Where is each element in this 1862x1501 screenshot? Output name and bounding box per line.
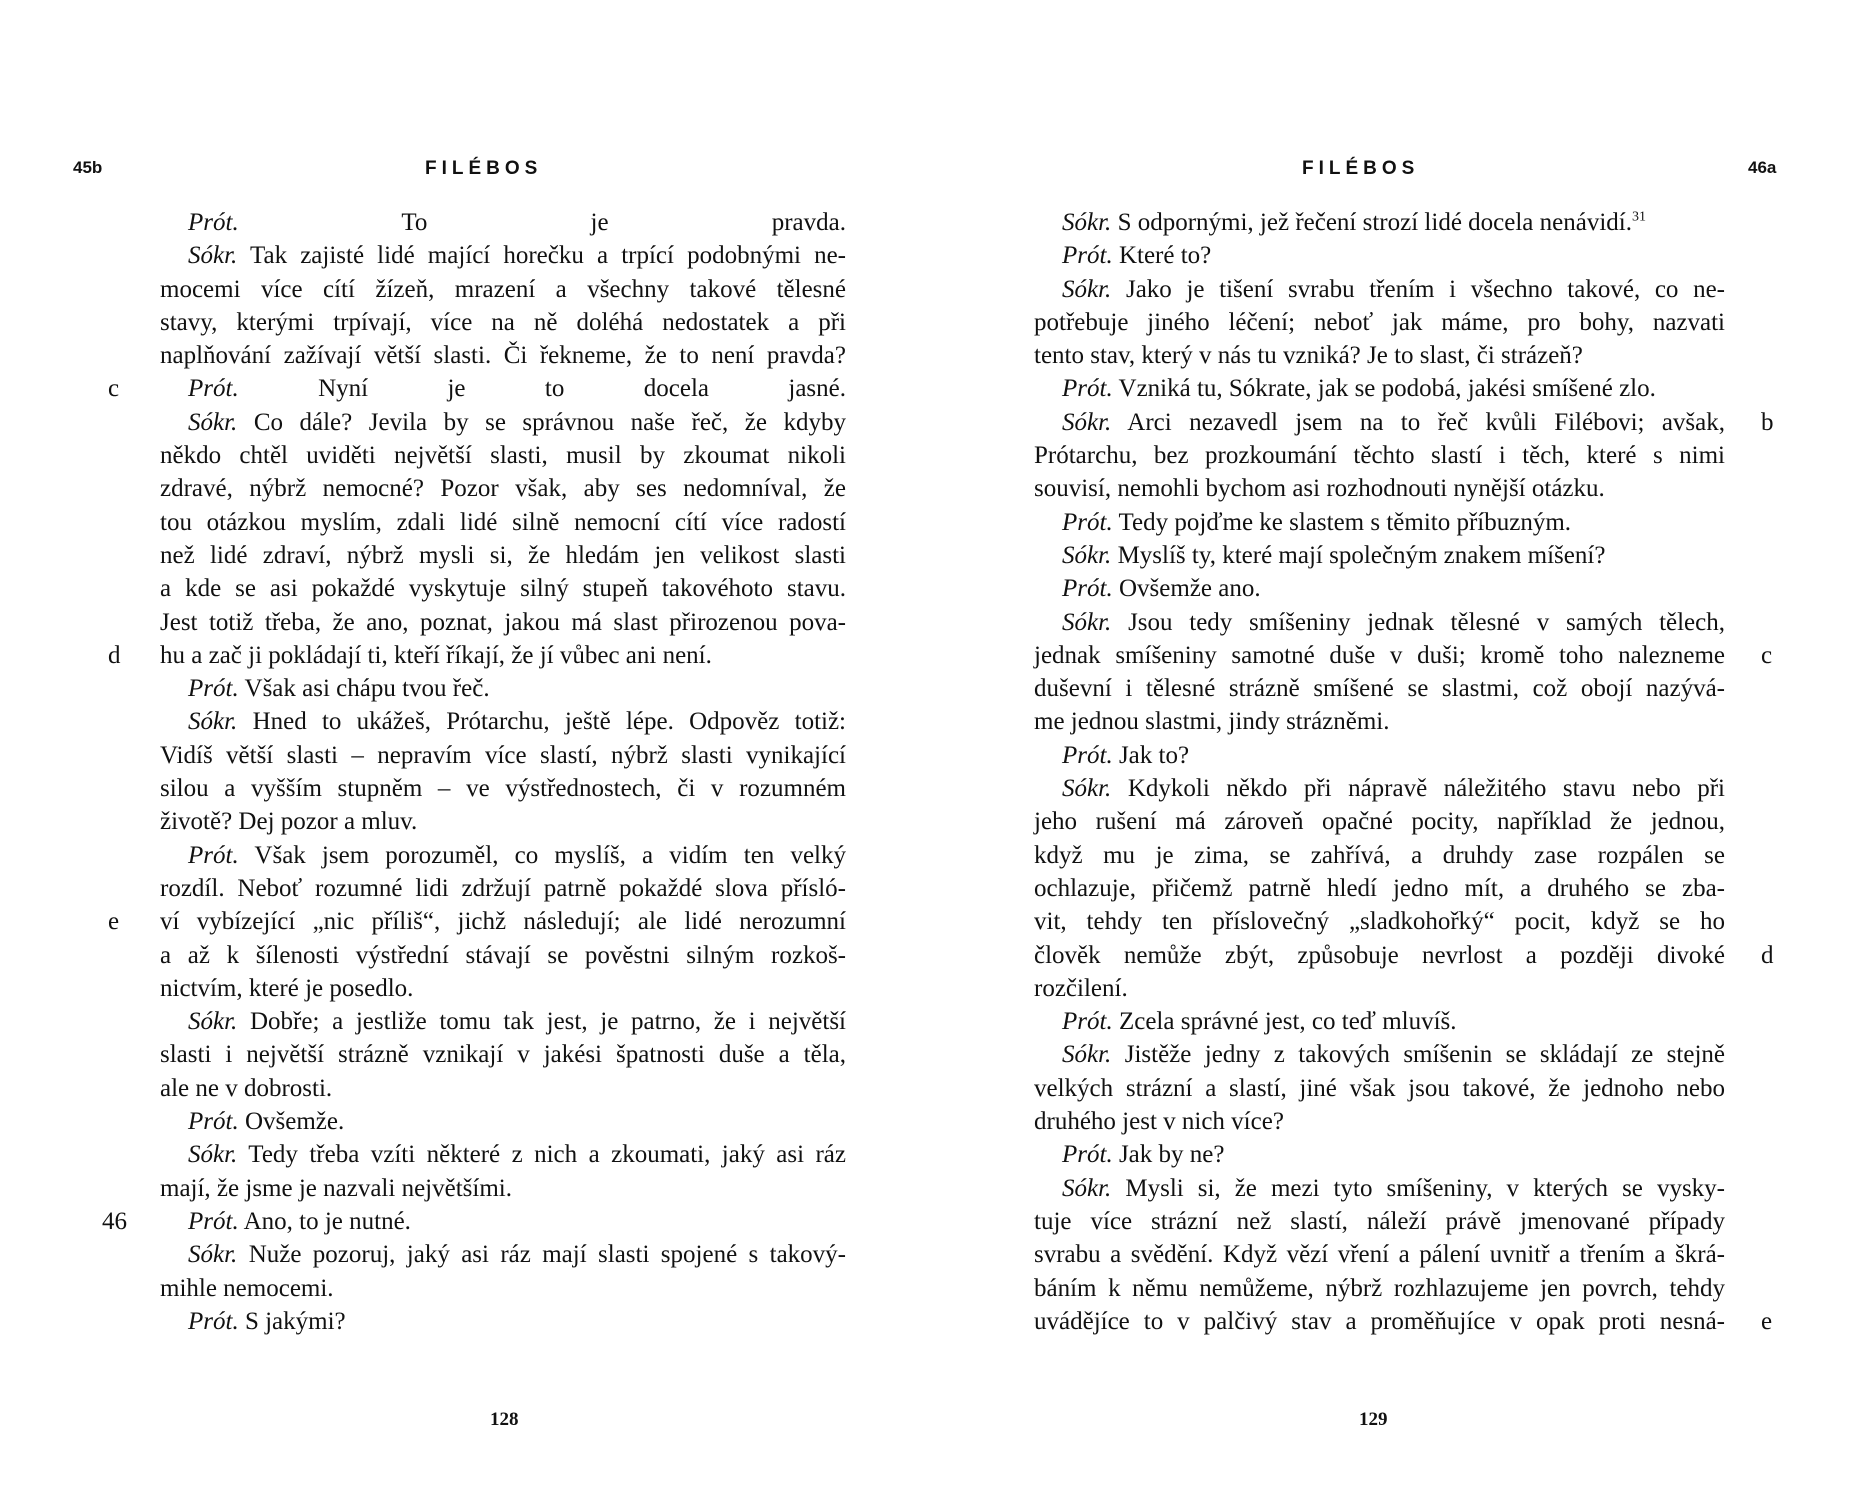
line-text: nictvím, které je posedlo. (160, 974, 414, 1002)
line-text: Jak to? (1118, 741, 1190, 769)
text-line (1034, 1138, 1725, 1171)
text-line (1034, 306, 1725, 339)
page-number: 128 (490, 1409, 519, 1430)
speaker-label: Prót. (188, 209, 239, 236)
running-head: FILÉBOS (425, 158, 543, 179)
text-line (1034, 506, 1725, 539)
text-line (1034, 1172, 1725, 1205)
line-text: zdravé, nýbrž nemocné? Pozor však, aby ses nedomníval, že (160, 475, 846, 503)
text-line (160, 1138, 846, 1171)
text-line (1034, 472, 1725, 505)
line-text: mají, že jsme je nazvali největšími. (160, 1174, 512, 1202)
text-line (1034, 339, 1725, 372)
page-reference: 45b (73, 158, 103, 177)
line-text: člověk nemůže zbýt, způsobuje nevrlost a později divoké (1034, 941, 1725, 969)
line-text: Kdykoli někdo při nápravě náležitého stavu nebo při (1127, 775, 1726, 803)
line-text: Hned to ukážeš, Prótarchu, ještě lépe. Odpověz totiž: (252, 708, 847, 736)
text-line (1034, 1272, 1725, 1305)
line-text: druhého jest v nich více? (1034, 1108, 1284, 1136)
line-text: Mysli si, že mezi tyto smíšeniny, v kterých se vysky- (1125, 1174, 1726, 1202)
line-text: Vzniká tu, Sókrate, jak se podobá, jakési smíšené zlo. (1118, 375, 1656, 403)
text-line (160, 972, 846, 1005)
line-text: To je pravda. (401, 209, 846, 236)
line-text: Jak by ne? (1118, 1141, 1225, 1169)
line-text: svrabu a svědění. Když vězí vření a pálení uvnitř a třením a škrá- (1034, 1241, 1725, 1269)
line-text: rozdíl. Neboť rozumné lidi zdržují patrně pokaždé slova přísló- (160, 874, 846, 902)
speaker-label: Sókr. (188, 242, 238, 270)
line-text: ví vybízející „nic příliš“, jichž následují; ale lidé nerozumní (160, 908, 846, 936)
margin-reference: c (108, 375, 120, 403)
margin-reference: c (1761, 641, 1773, 669)
line-text: slasti i největší strázně vznikají v jakési špatnosti duše a těla, (160, 1041, 846, 1069)
line-text: ochlazuje, přičemž patrně hledí jedno mít, a druhého se zba- (1034, 874, 1725, 902)
text-line (160, 306, 846, 339)
line-text: Ano, to je nutné. (243, 1207, 411, 1235)
line-text: Jako je tišení svrabu třením i všechno takové, co ne- (1125, 275, 1726, 303)
speaker-label: Prót. (1062, 375, 1113, 403)
speaker-label: Sókr. (188, 1141, 238, 1169)
line-text: jednak smíšeniny samotné duše v duši; kromě toho nalezneme (1034, 641, 1725, 669)
line-text: Ovšemže. (244, 1108, 345, 1136)
text-line (1034, 939, 1774, 972)
margin-reference: d (1761, 941, 1774, 969)
line-text: hu a zač ji pokládají ti, kteří říkají, že jí vůbec ani není. (160, 641, 712, 669)
speaker-label: Sókr. (1062, 608, 1112, 636)
text-line (1034, 1305, 1773, 1338)
line-text: Co dále? Jevila by se správnou naše řeč, že kdyby (253, 408, 846, 436)
text-line (1034, 206, 1725, 239)
running-head: FILÉBOS (1302, 158, 1420, 179)
line-text: tou otázkou myslím, zdali lidé silně nemocní cítí více radostí (160, 508, 846, 536)
margin-reference: d (108, 641, 121, 669)
text-line (1034, 406, 1774, 439)
text-line (1034, 672, 1725, 705)
speaker-label: Sókr. (188, 708, 238, 736)
text-line (160, 1005, 846, 1038)
speaker-label: Sókr. (1062, 775, 1112, 803)
speaker-label: Prót. (1062, 741, 1113, 769)
speaker-label: Sókr. (1062, 209, 1112, 236)
text-line (108, 905, 846, 938)
text-line (1034, 572, 1725, 605)
line-text: mihle nemocemi. (160, 1274, 334, 1302)
text-line (1034, 739, 1725, 772)
speaker-label: Sókr. (188, 1008, 238, 1036)
text-line (1034, 1105, 1725, 1138)
line-text: když mu je zima, se zahřívá, a druhdy zase rozpálen se (1034, 841, 1725, 869)
text-line (160, 1038, 846, 1071)
line-text: Jest totiž třeba, že ano, poznat, jakou má slast přirozenou pova- (160, 608, 846, 636)
text-line (1034, 872, 1725, 905)
line-text: Vidíš větší slasti – nepravím více slastí, nýbrž slasti vynikající (160, 741, 846, 769)
text-line (160, 572, 846, 605)
text-line (160, 1305, 846, 1338)
line-text: tuje více strázní než slastí, náleží právě jmenované případy (1034, 1207, 1725, 1235)
speaker-label: Prót. (188, 1108, 239, 1136)
line-text: Které to? (1118, 242, 1212, 270)
body-text (1034, 206, 1774, 1338)
text-line (1034, 539, 1725, 572)
line-text: Tedy třeba vzíti některé z nich a zkoumati, jaký asi ráz (248, 1141, 846, 1169)
text-line (108, 372, 846, 405)
text-line (1034, 1005, 1725, 1038)
text-line (160, 406, 846, 439)
text-line (1034, 273, 1725, 306)
line-text: Tak zajisté lidé mající horečku a trpící podobnými ne- (249, 242, 846, 270)
line-text: báním k němu nemůžeme, nýbrž rozhlazujeme jen povrch, tehdy (1034, 1274, 1725, 1302)
line-text: Tedy pojďme ke slastem s těmito příbuzným. (1118, 508, 1572, 536)
speaker-label: Prót. (188, 1207, 239, 1235)
line-text: naplňování zažívají větší slasti. Či řekneme, že to není pravda? (160, 342, 846, 370)
line-text: tento stav, který v nás tu vzniká? Je to slast, či strázeň? (1034, 342, 1583, 370)
line-text: velkých strázní a slastí, jiné však jsou takové, že jednoho nebo (1034, 1074, 1725, 1102)
speaker-label: Prót. (1062, 1008, 1113, 1036)
line-text: životě? Dej pozor a mluv. (160, 808, 418, 836)
text-line (160, 472, 846, 505)
text-line (160, 672, 846, 705)
text-line (1034, 839, 1725, 872)
speaker-label: Prót. (188, 841, 239, 869)
text-line (1034, 639, 1773, 672)
line-text: Nyní je to docela jasné. (318, 375, 846, 403)
text-line (1034, 439, 1725, 472)
line-text: Prótarchu, bez prozkoumání těchto slastí i těch, které s nimi (1034, 442, 1725, 470)
line-text: duševní i tělesné strázně smíšené se slastmi, což obojí nazývá- (1034, 675, 1725, 703)
text-line (160, 1172, 846, 1205)
text-line (1034, 972, 1725, 1005)
text-line (160, 739, 846, 772)
page-number: 129 (1359, 1409, 1388, 1430)
text-line (1034, 805, 1725, 838)
speaker-label: Sókr. (188, 408, 238, 436)
speaker-label: Prót. (188, 1307, 239, 1335)
text-line (160, 1105, 846, 1138)
text-line (160, 939, 846, 972)
line-text: Dobře; a jestliže tomu tak jest, je patrno, že i největší (250, 1008, 847, 1036)
line-text: S jakými? (244, 1307, 346, 1335)
text-line (160, 839, 846, 872)
line-text: vit, tehdy ten příslovečný „sladkohořký“ pocit, když se ho (1034, 908, 1725, 936)
text-line (160, 439, 846, 472)
line-text: než lidé zdraví, nýbrž mysli si, že hledám jen velikost slasti (160, 541, 846, 569)
text-line (160, 772, 846, 805)
text-line (1034, 606, 1725, 639)
text-line (108, 639, 846, 672)
line-text: uvádějíce to v palčivý stav a proměňujíce v opak proti nesná- (1034, 1307, 1725, 1335)
text-line (160, 1238, 846, 1271)
line-text: Jsou tedy smíšeniny jednak tělesné v samých tělech, (1128, 608, 1725, 636)
body-text (102, 206, 847, 1338)
line-text: Však asi chápu tvou řeč. (244, 675, 490, 703)
line-text: Ovšemže ano. (1118, 575, 1261, 603)
text-line (1034, 772, 1725, 805)
text-line (160, 206, 846, 239)
line-text: a až k šílenosti výstřední stávají se pověstni silným rozkoš- (160, 941, 846, 969)
speaker-label: Sókr. (1062, 275, 1112, 303)
speaker-label: Prót. (1062, 508, 1113, 536)
margin-reference: b (1761, 408, 1774, 436)
text-line (1034, 239, 1725, 272)
line-text: Však jsem porozuměl, co myslíš, a vidím ten velký (254, 841, 846, 869)
text-line (160, 1272, 846, 1305)
speaker-label: Prót. (188, 675, 239, 703)
line-text: potřebuje jiného léčení; neboť jak máme, pro bohy, nazvati (1034, 308, 1725, 336)
line-text: jeho rušení má zároveň opačné pocity, například že jednou, (1034, 808, 1725, 836)
line-text: souvisí, nemohli bychom asi rozhodnouti nynější otázku. (1034, 475, 1605, 503)
page-reference: 46a (1748, 158, 1777, 177)
text-line (1034, 1072, 1725, 1105)
margin-reference: e (108, 908, 120, 936)
speaker-label: Prót. (1062, 1141, 1113, 1169)
text-line (160, 872, 846, 905)
text-line (1034, 905, 1725, 938)
line-text: mocemi více cítí žízeň, mrazení a všechny takové tělesné (160, 275, 846, 303)
text-line (1034, 1205, 1725, 1238)
line-text: stavy, kterými trpívají, více na ně doléhá nedostatek a při (160, 308, 846, 336)
text-line (1034, 1038, 1725, 1071)
line-text: Nuže pozoruj, jaký asi ráz mají slasti spojené s takový- (248, 1241, 847, 1269)
line-text: a kde se asi pokaždé vyskytuje silný stupeň takovéhoto stavu. (160, 575, 846, 603)
speaker-label: Prót. (1062, 575, 1113, 603)
speaker-label: Sókr. (1062, 541, 1112, 569)
text-line (160, 1072, 846, 1105)
speaker-label: Prót. (1062, 242, 1113, 270)
text-line (1034, 705, 1725, 738)
text-line (160, 239, 846, 272)
text-line (160, 705, 846, 738)
text-line (102, 1205, 846, 1238)
line-text: S odpornými, jež řečení strozí lidé docela nenávidí. (1117, 209, 1632, 236)
line-text: Arci nezavedl jsem na to řeč kvůli Filébovi; avšak, (1127, 408, 1726, 436)
line-text: Myslíš ty, které mají společným znakem míšení? (1117, 541, 1606, 569)
margin-reference: e (1761, 1307, 1773, 1335)
speaker-label: Sókr. (1062, 1174, 1112, 1202)
text-line (160, 506, 846, 539)
speaker-label: Prót. (188, 375, 239, 403)
text-line (160, 805, 846, 838)
right-page (931, 0, 1862, 1501)
line-text: Zcela správné jest, co teď mluvíš. (1118, 1008, 1457, 1036)
text-line (160, 273, 846, 306)
text-line (1034, 1238, 1725, 1271)
text-line (1034, 372, 1725, 405)
line-text: silou a vyšším stupněm – ve výstřednostech, či v rozumném (160, 775, 846, 803)
speaker-label: Sókr. (1062, 408, 1112, 436)
line-text: rozčilení. (1034, 974, 1128, 1002)
text-line (160, 539, 846, 572)
line-text: Jistěže jedny z takových smíšenin se skládají ze stejně (1124, 1041, 1725, 1069)
text-line (160, 339, 846, 372)
line-text: někdo chtěl uviděti největší slasti, musil by zkoumat nikoli (160, 442, 846, 470)
line-text: me jednou slastmi, jindy strázněmi. (1034, 708, 1390, 736)
text-line (160, 606, 846, 639)
footnote-marker: 31 (1631, 209, 1646, 225)
margin-reference: 46 (102, 1207, 127, 1235)
speaker-label: Sókr. (1062, 1041, 1112, 1069)
line-text: ale ne v dobrosti. (160, 1074, 333, 1102)
speaker-label: Sókr. (188, 1241, 238, 1269)
